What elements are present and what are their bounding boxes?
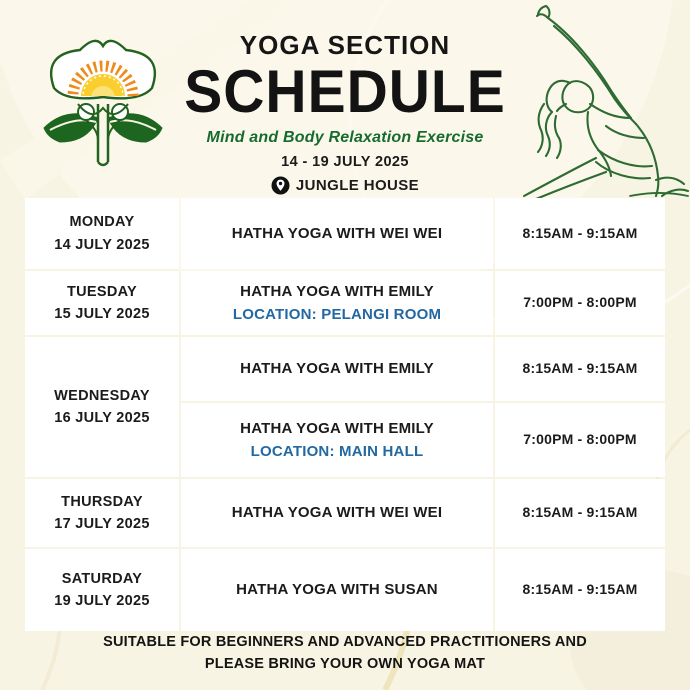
session-cell: HATHA YOGA WITH EMILY LOCATION: PELANGI ROOM [181,271,493,335]
session-cell: HATHA YOGA WITH EMILY LOCATION: MAIN HALL [181,403,493,477]
session-cell: HATHA YOGA WITH WEI WEI [181,479,493,547]
date-range: 14 - 19 JULY 2025 [281,154,409,171]
time-cell: 8:15AM - 9:15AM [495,198,665,269]
session-cell: HATHA YOGA WITH WEI WEI [181,198,493,269]
poster-header [0,30,690,195]
venue-line [0,176,690,195]
footer-line-2: PLEASE BRING YOUR OWN YOGA MAT [204,655,486,672]
location-label: LOCATION: PELANGI ROOM [232,306,442,323]
day-cell-wednesday: WEDNESDAY 16 JULY 2025 [25,337,179,477]
session-cell: HATHA YOGA WITH EMILY [181,337,493,401]
time-cell: 8:15AM - 9:15AM [495,479,665,547]
subtitle: Mind and Body Relaxation Exercise [206,129,484,147]
day-cell-saturday: SATURDAY 19 JULY 2025 [25,549,179,631]
page-title: SCHEDULE [184,58,506,126]
day-cell-tuesday: TUESDAY 15 JULY 2025 [25,271,179,335]
footer-line-1: SUITABLE FOR BEGINNERS AND ADVANCED PRACTITIONERS AND [103,634,587,650]
location-label: LOCATION: MAIN HALL [250,443,424,460]
location-pin-icon [271,176,290,195]
venue-label: JUNGLE HOUSE [295,177,420,195]
time-cell: 8:15AM - 9:15AM [495,337,665,401]
session-cell: HATHA YOGA WITH SUSAN [181,549,493,631]
footer-note [0,632,690,676]
day-cell-monday: MONDAY 14 JULY 2025 [25,198,179,269]
day-cell-thursday: THURSDAY 17 JULY 2025 [25,479,179,547]
time-cell: 7:00PM - 8:00PM [495,403,665,477]
schedule-table [25,198,665,631]
section-kicker: YOGA SECTION [239,30,451,60]
time-cell: 7:00PM - 8:00PM [495,271,665,335]
time-cell: 8:15AM - 9:15AM [495,549,665,631]
